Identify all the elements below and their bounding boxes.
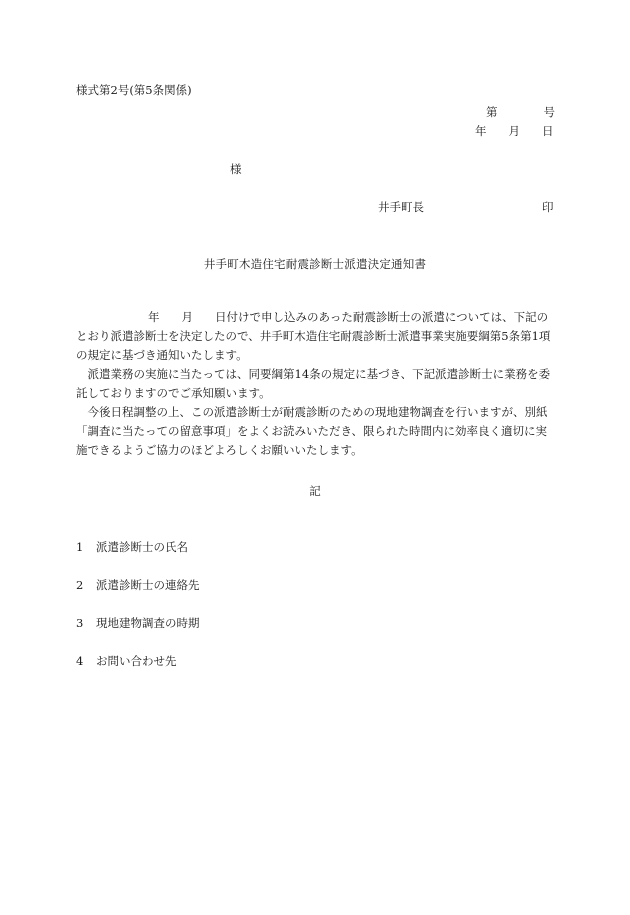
item-number: 3 <box>76 616 84 630</box>
date-day: 日 <box>542 124 554 138</box>
para1-month: 月 <box>181 310 193 324</box>
list-item <box>76 615 200 631</box>
item-label: 派遣診断士の氏名 <box>96 540 188 554</box>
paragraph-1 <box>76 308 554 365</box>
document-date <box>475 123 554 139</box>
number-prefix: 第 <box>486 105 498 119</box>
date-year: 年 <box>475 124 487 138</box>
seal-mark: 印 <box>542 200 554 214</box>
document-number <box>486 104 555 120</box>
item-label: 派遣診断士の連絡先 <box>96 578 200 592</box>
ki-heading: 記 <box>309 484 321 498</box>
sender-line <box>378 199 554 215</box>
para1-text: 日付けで申し込みのあった耐震診断士の派遣については、下記のとおり派遣診断士を決定したので、井手町木造住宅耐震診断士派遣事業実施要綱第5条第1項の規定に基づき通知いたします。 <box>76 310 551 362</box>
paragraph-3: 今後日程調整の上、この派遣診断士が耐震診断のための現地建物調査を行いますが、別紙「調査に当たっての留意事項」をよくお読みいただき、限られた時間内に効率良く適切に実施できるようご協力のほどよろしくお願いいたします。 <box>76 405 548 457</box>
item-number: 1 <box>76 540 84 554</box>
item-number: 4 <box>76 654 84 668</box>
list-item <box>76 653 177 669</box>
addressee-honorific: 様 <box>230 162 242 176</box>
para1-year: 年 <box>148 310 160 324</box>
item-label: お問い合わせ先 <box>96 654 177 668</box>
body-text <box>76 308 554 460</box>
sender-name: 井手町長 <box>378 200 424 214</box>
date-month: 月 <box>508 124 520 138</box>
form-label: 様式第2号(第5条関係) <box>76 83 192 97</box>
list-item <box>76 577 200 593</box>
list-item <box>76 539 188 555</box>
item-number: 2 <box>76 578 84 592</box>
document-title: 井手町木造住宅耐震診断士派遣決定通知書 <box>203 257 427 271</box>
paragraph-2: 派遣業務の実施に当たっては、同要綱第14条の規定に基づき、下記派遣診断士に業務を委託しておりますのでご承知願います。 <box>76 367 551 400</box>
item-label: 現地建物調査の時期 <box>96 616 200 630</box>
number-suffix: 号 <box>543 105 555 119</box>
